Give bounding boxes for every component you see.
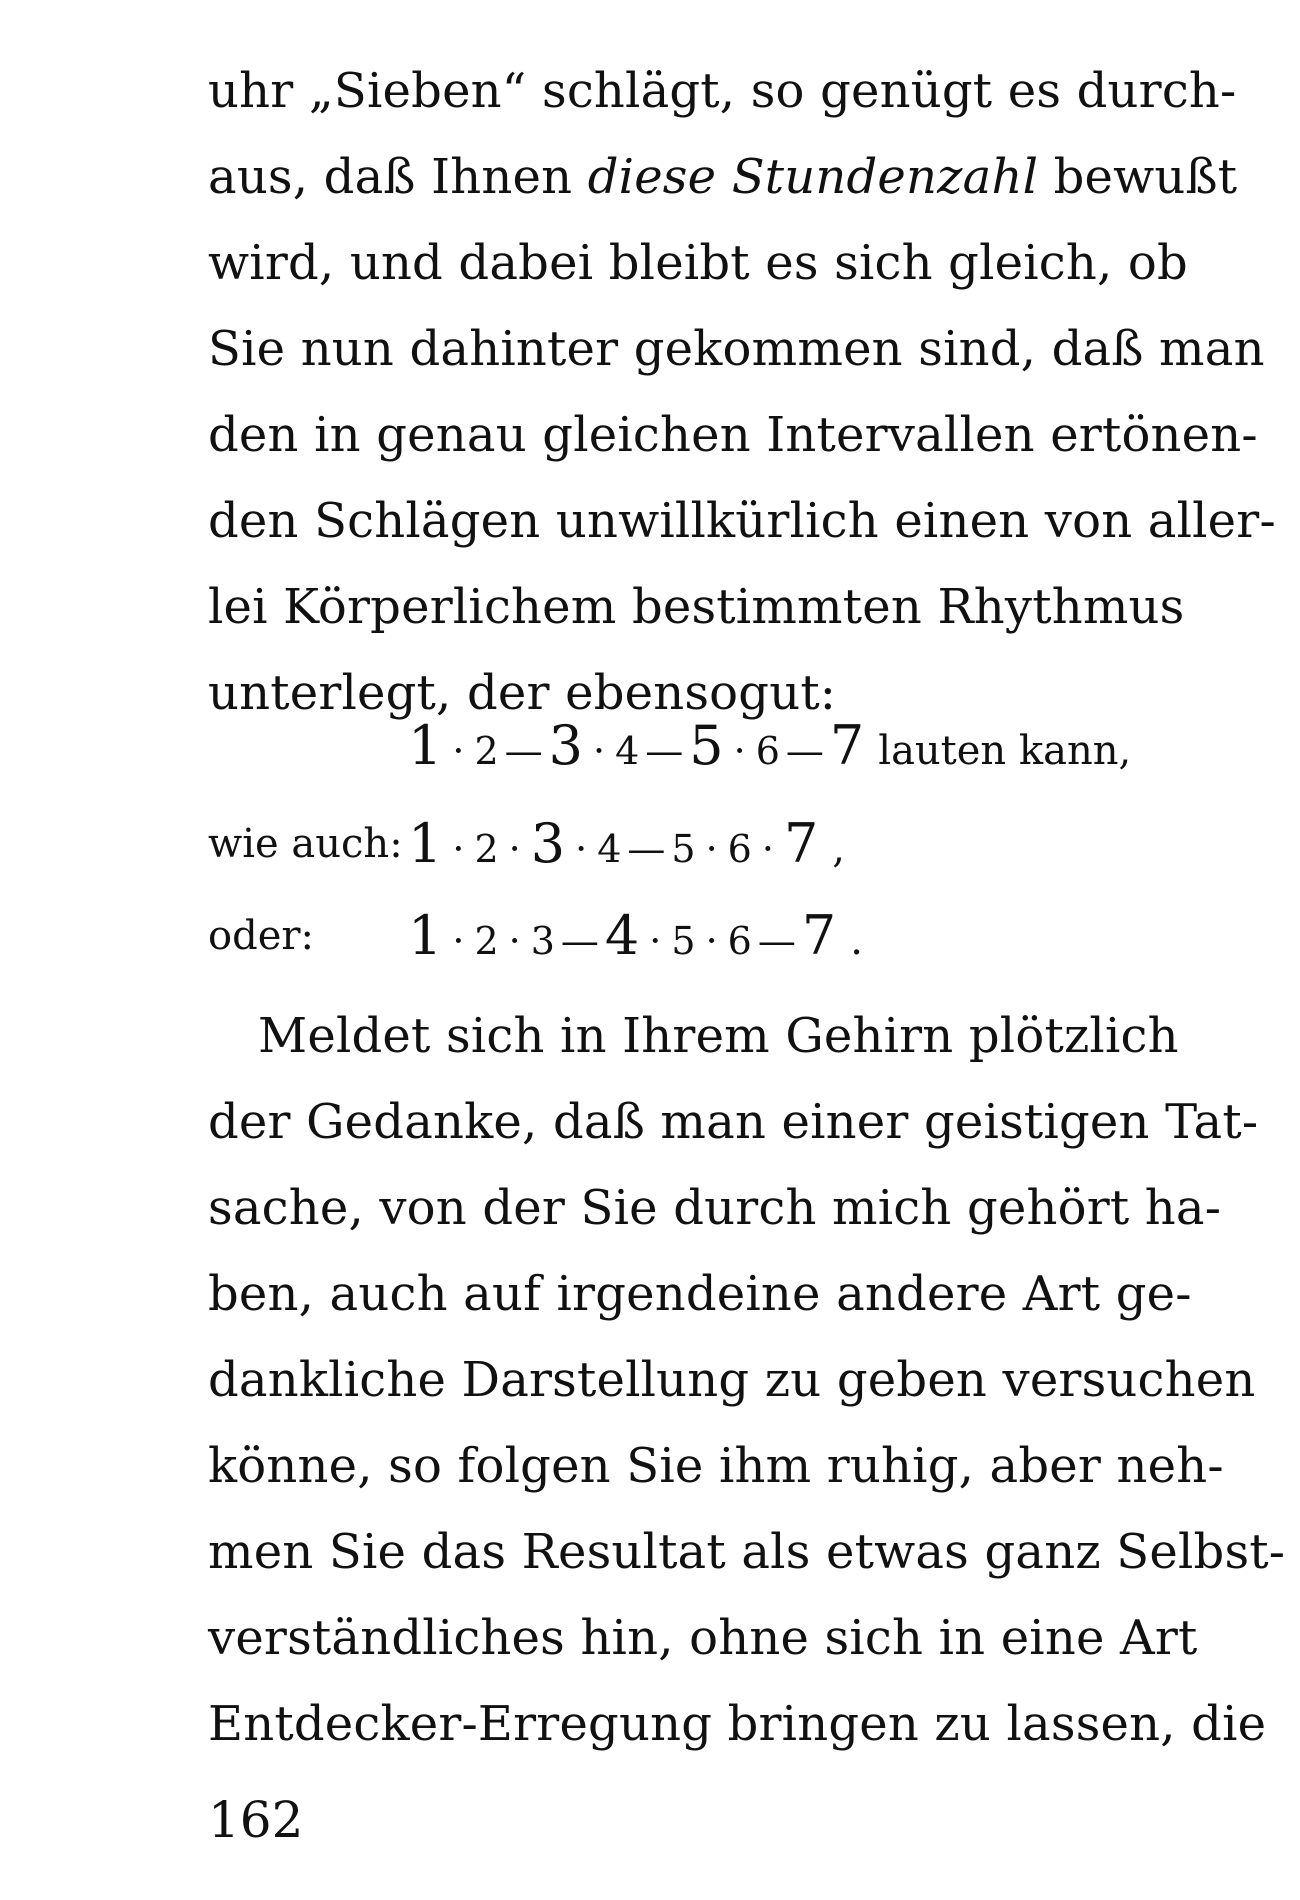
beat-pause: — bbox=[504, 729, 543, 773]
rhythm-beat: 7 bbox=[829, 714, 865, 777]
beat-pause: — bbox=[560, 919, 599, 963]
text-line: könne, so folgen Sie ihm ruhig, aber neh- bbox=[208, 1438, 1224, 1494]
beat-pause: — bbox=[757, 919, 796, 963]
text-line: uhr „Sieben“ schlägt, so genügt es durch- bbox=[208, 63, 1237, 119]
beat-dot: · bbox=[508, 827, 521, 871]
beat-dot: · bbox=[452, 919, 465, 963]
beat-dot: · bbox=[705, 827, 718, 871]
rhythm-trailing-text: lauten kann, bbox=[878, 728, 1132, 774]
beat-dot: · bbox=[649, 919, 662, 963]
rhythm-trailing-text: , bbox=[832, 826, 846, 872]
rhythm-beat: 1 bbox=[408, 714, 443, 777]
rhythm-beat: 1 bbox=[408, 812, 443, 875]
rhythm-beat: 7 bbox=[783, 812, 819, 875]
text-line: wird, und dabei bleibt es sich gleich, ob bbox=[208, 235, 1188, 291]
beat-dot: · bbox=[705, 919, 718, 963]
rhythm-beat: 4 bbox=[597, 827, 622, 871]
rhythm-beat: 7 bbox=[801, 904, 837, 967]
beat-dot: · bbox=[508, 919, 521, 963]
text-line: lei Körperlichem bestimmten Rhythmus bbox=[208, 579, 1185, 635]
beat-dot: · bbox=[761, 827, 774, 871]
italic-emphasis: diese Stundenzahl bbox=[587, 149, 1039, 205]
beat-dot: · bbox=[593, 729, 606, 773]
text-line: dankliche Darstellung zu geben versuchen bbox=[208, 1352, 1256, 1408]
rhythm-beat: 3 bbox=[548, 714, 583, 777]
rhythm-beat: 5 bbox=[671, 827, 696, 871]
text-line: den in genau gleichen Intervallen ertönen- bbox=[208, 407, 1258, 463]
rhythm-beat: 5 bbox=[671, 919, 696, 963]
rhythm-beat: 1 bbox=[408, 904, 443, 967]
rhythm-label: oder: bbox=[208, 913, 314, 959]
text-run: aus, daß Ihnen bbox=[208, 149, 588, 205]
rhythm-beat: 4 bbox=[615, 729, 640, 773]
text-line: Sie nun dahinter gekommen sind, daß man bbox=[208, 321, 1265, 377]
text-line: Meldet sich in Ihrem Gehirn plötzlich bbox=[258, 1008, 1179, 1064]
page-number: 162 bbox=[208, 1791, 304, 1849]
text-line: verständliches hin, ohne sich in eine Art bbox=[208, 1610, 1198, 1666]
text-line: unterlegt, der ebensogut: bbox=[208, 665, 837, 721]
beat-pause: — bbox=[645, 729, 684, 773]
rhythm-beat: 2 bbox=[474, 827, 499, 871]
text-run: bewußt bbox=[1038, 149, 1238, 205]
rhythm-sequence bbox=[408, 710, 1131, 795]
beat-dot: · bbox=[452, 827, 465, 871]
text-line: sache, von der Sie durch mich gehört ha- bbox=[208, 1180, 1222, 1236]
rhythm-beat: 6 bbox=[727, 827, 752, 871]
text-line: der Gedanke, daß man einer geistigen Tat- bbox=[208, 1094, 1259, 1150]
rhythm-trailing-text: . bbox=[850, 918, 863, 964]
rhythm-beat: 6 bbox=[755, 729, 780, 773]
rhythm-beat: 4 bbox=[604, 904, 640, 967]
beat-dot: · bbox=[452, 729, 465, 773]
beat-dot: · bbox=[733, 729, 746, 773]
rhythm-beat: 5 bbox=[689, 714, 724, 777]
beat-pause: — bbox=[627, 827, 666, 871]
text-line: den Schlägen unwillkürlich einen von aller- bbox=[208, 493, 1276, 549]
text-line bbox=[208, 134, 1238, 220]
rhythm-beat: 3 bbox=[530, 812, 566, 875]
rhythm-beat: 3 bbox=[530, 919, 555, 963]
rhythm-beat: 2 bbox=[474, 729, 499, 773]
rhythm-sequence bbox=[408, 900, 863, 985]
beat-pause: — bbox=[785, 729, 824, 773]
text-line: ben, auch auf irgendeine andere Art ge- bbox=[208, 1266, 1192, 1322]
rhythm-beat: 2 bbox=[474, 919, 499, 963]
rhythm-sequence bbox=[408, 808, 845, 893]
paragraph-1 bbox=[208, 48, 1276, 736]
rhythm-beat: 6 bbox=[727, 919, 752, 963]
text-line: Entdecker-Erregung bringen zu lassen, die bbox=[208, 1696, 1267, 1752]
beat-dot: · bbox=[575, 827, 588, 871]
paragraph-2 bbox=[208, 993, 1286, 1767]
text-line: men Sie das Resultat als etwas ganz Selbst- bbox=[208, 1524, 1286, 1580]
rhythm-label: wie auch: bbox=[208, 821, 403, 867]
